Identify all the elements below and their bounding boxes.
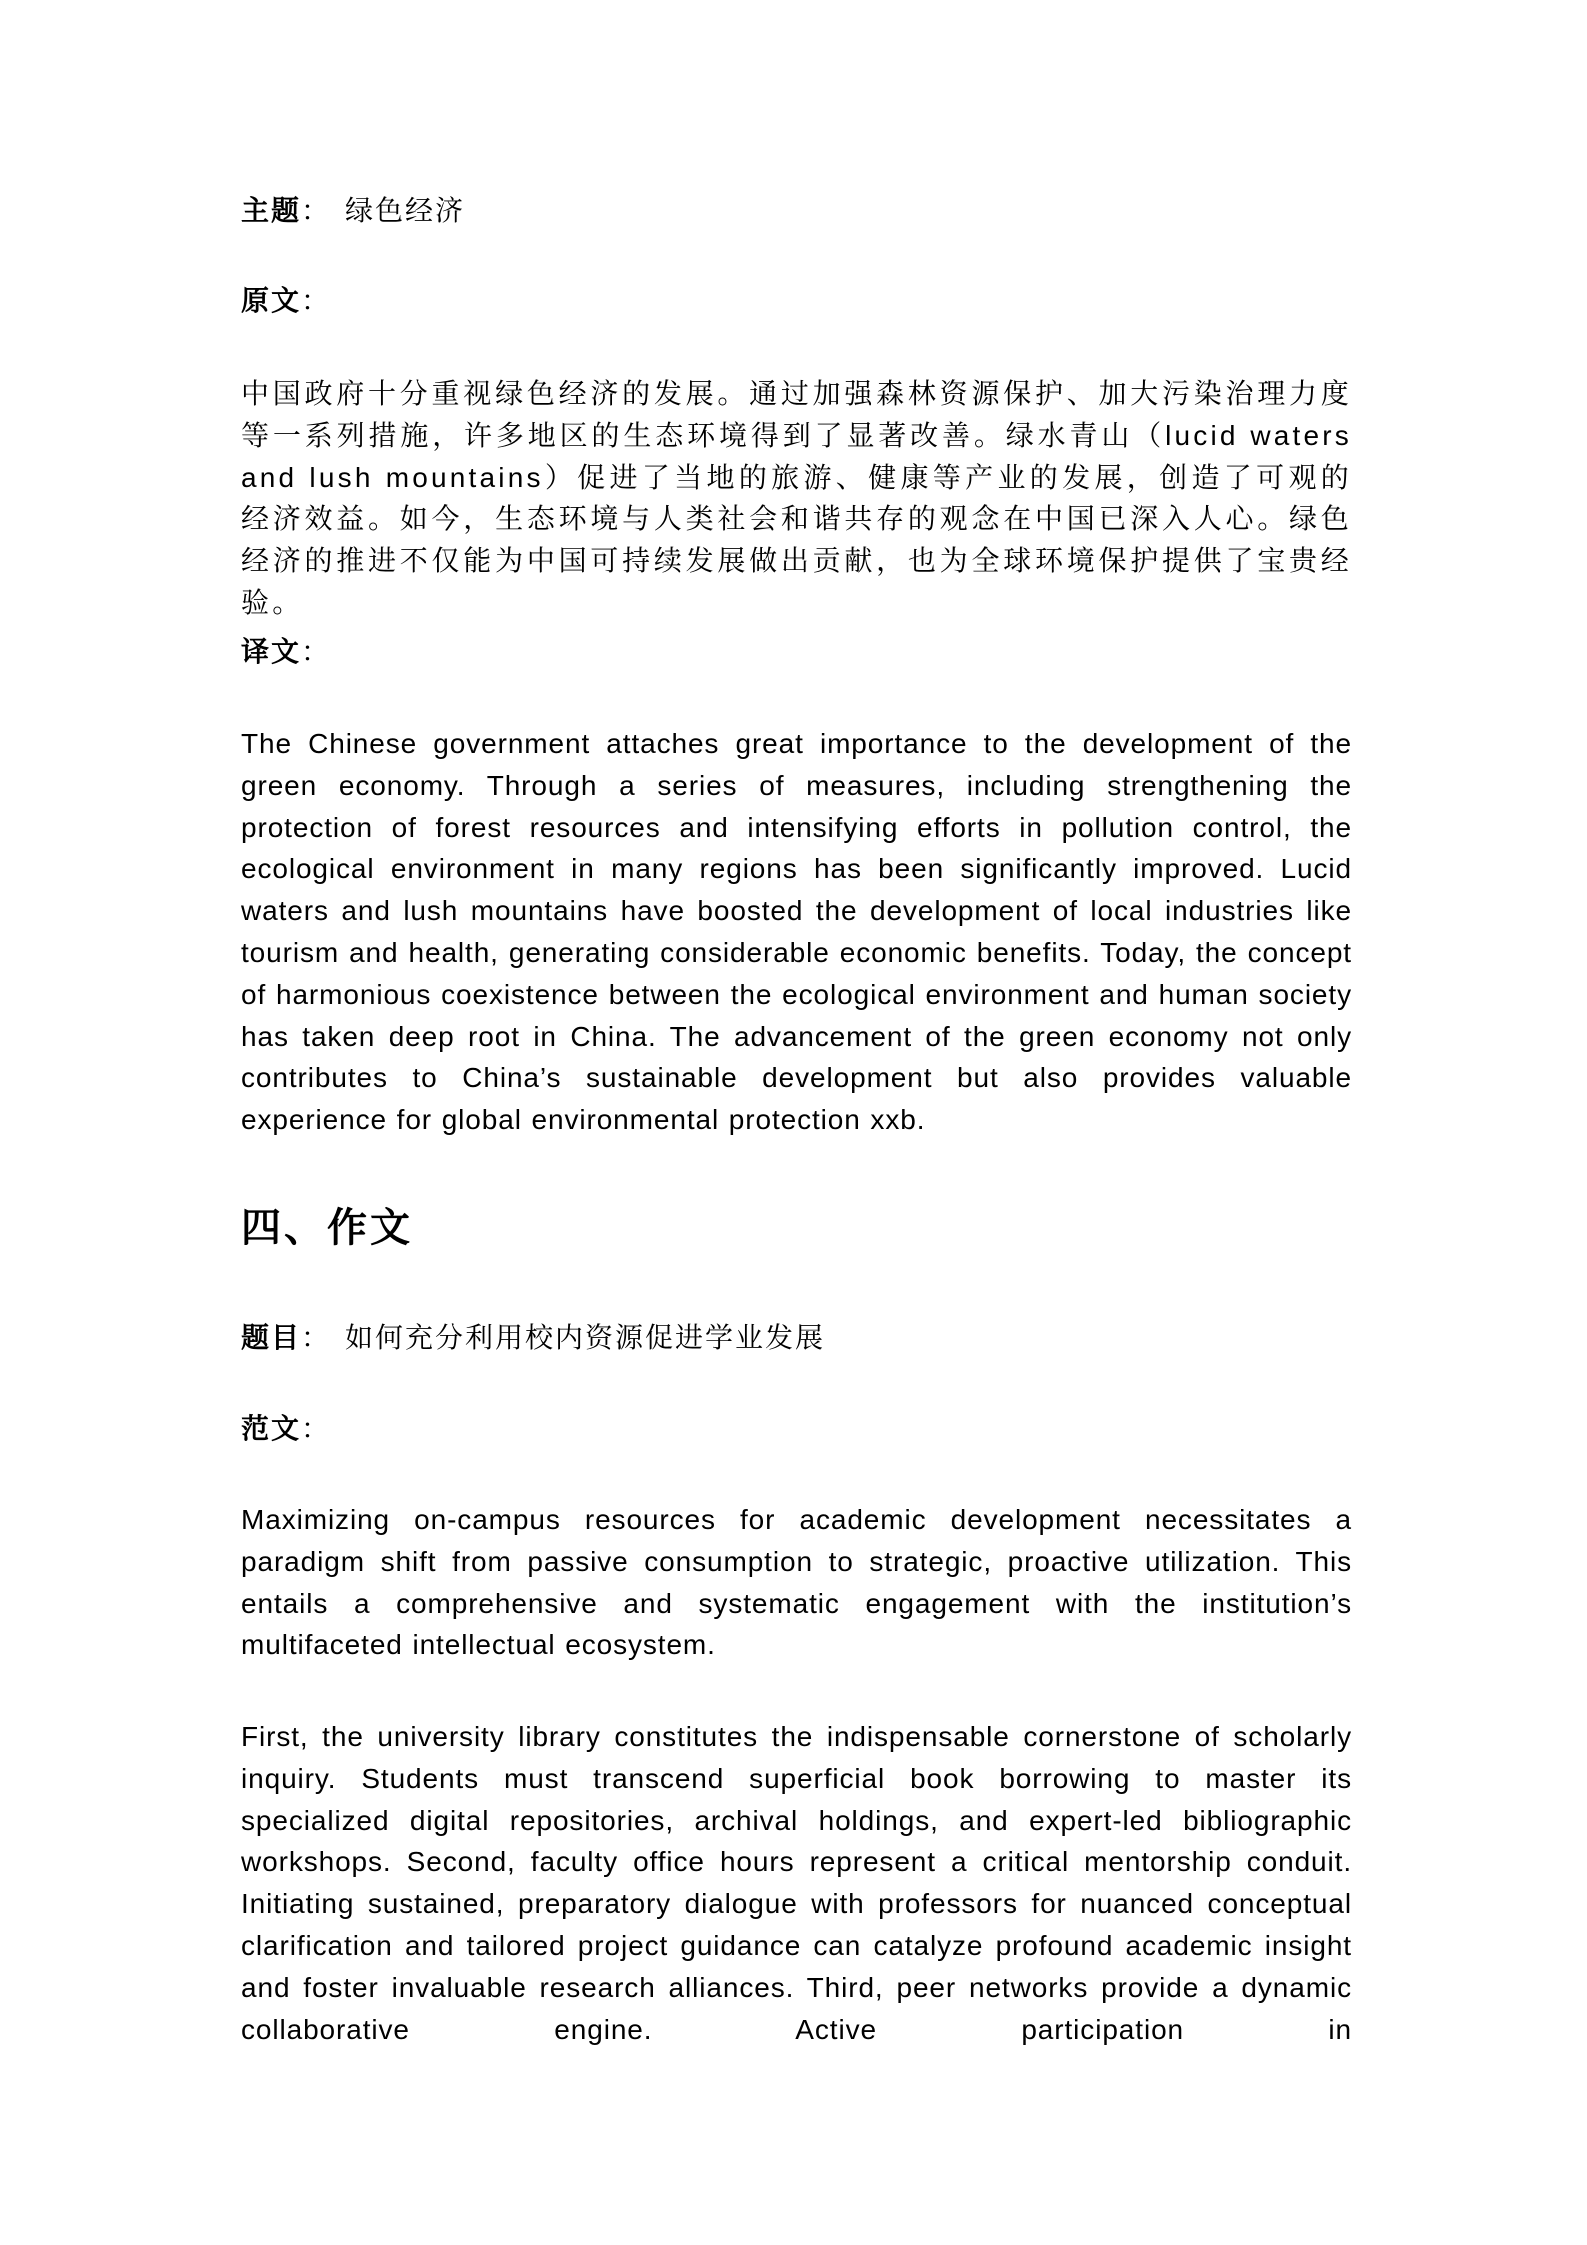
essay-paragraph: First, the university library constitutes the indispensable cornerstone of scholarly inquiry. Students must transcend superficial book borrowing to master its specialized digital repositories, archival holdings, and expert-led bibliographic workshops. Second, faculty office hours represent a critical mentorship conduit. Initiating sustained, preparatory dialogue with professors for nuanced conceptual clarification and tailored project guidance can catalyze profound academic insight and foster invaluable research alliances. Third, peer networks provide a dynamic collaborative engine. Active participation in: [241, 1721, 1352, 2045]
essay-title-colon: ：: [301, 1322, 332, 1353]
topic-colon: ：: [301, 195, 332, 226]
translation-text: The Chinese government attaches great importance to the development of the green economy. Through a series of measures, including strengthening the protection of forest resources and intensifying efforts in pollution control, the ecological environment in many regions has been significantly improved. Lucid waters and lush mountains have boosted the development of local industries like tourism and health, generating considerable economic benefits. Today, the concept of harmonious coexistence between the ecological environment and human society has taken deep root in China. The advancement of the green economy not only contributes to China’s sustainable development but also provides valuable experience for global environmental protection xxb.: [241, 728, 1352, 1136]
translation-colon: ：: [301, 636, 332, 667]
source-label: 原文: [241, 285, 302, 316]
translation-label-line: [241, 632, 345, 672]
essay-title-label: 题目: [241, 1322, 302, 1353]
topic-label: 主题: [241, 195, 302, 226]
essay-paragraph: Maximizing on-campus resources for academic development necessitates a paradigm shift from passive consumption to strategic, proactive utilization. This entails a comprehensive and systematic engagement with the institution’s multifaceted intellectual ecosystem.: [241, 1504, 1352, 1661]
sample-colon: ：: [301, 1413, 332, 1444]
source-label-line: [241, 281, 345, 321]
sample-label-line: [241, 1409, 345, 1449]
sample-label: 范文: [241, 1413, 302, 1444]
section-heading: 四、作文: [241, 1206, 413, 1250]
essay-title-line: [241, 1318, 825, 1358]
source-text: 中国政府十分重视绿色经济的发展。通过加强森林资源保护、加大污染治理力度等一系列措施，许多地区的生态环境得到了显著改善。绿水青山（lucid waters and lush mountains）促进了当地的旅游、健康等产业的发展，创造了可观的经济效益。如今，生态环境与人类社会和谐共存的观念在中国已深入人心。绿色经济的推进不仅能为中国可持续发展做出贡献，也为全球环境保护提供了宝贵经验。: [241, 378, 1352, 618]
topic-value: 绿色经济: [345, 195, 466, 226]
topic-line: [241, 191, 465, 231]
source-colon: ：: [301, 285, 332, 316]
translation-label: 译文: [241, 636, 302, 667]
essay-title-value: 如何充分利用校内资源促进学业发展: [345, 1322, 826, 1353]
